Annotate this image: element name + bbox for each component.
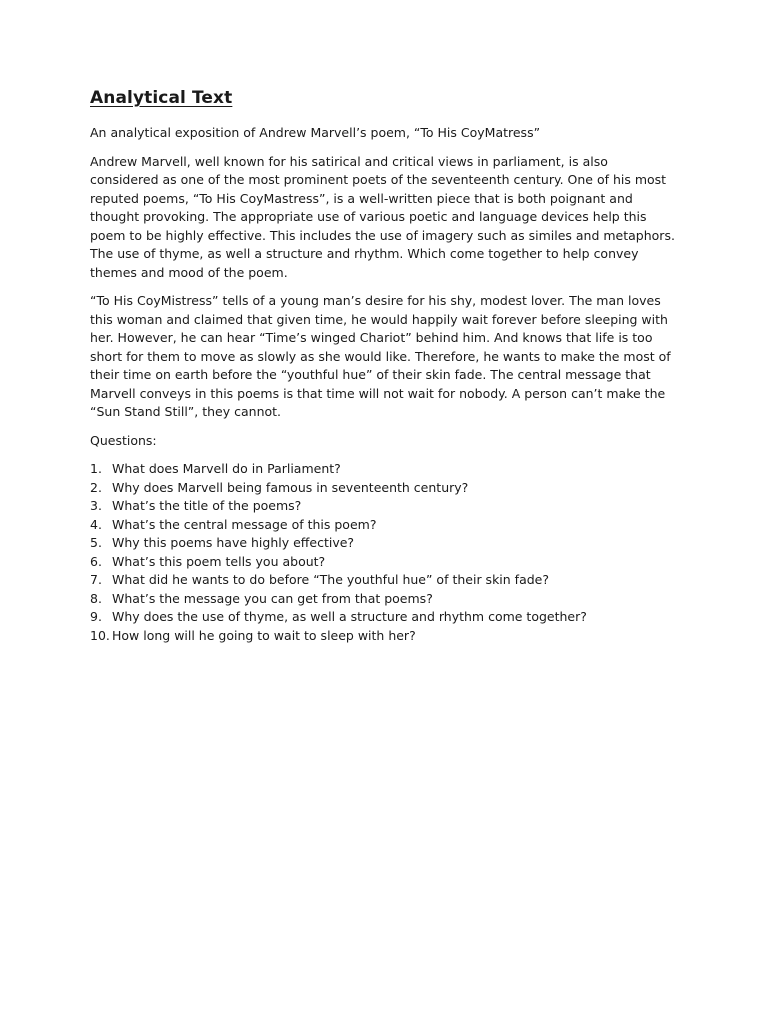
paragraph-intro: Andrew Marvell, well known for his satirical and critical views in parliament, is also considered as one of the most prominent poets of the seventeenth century. One of his most reputed poems, “To His CoyMastress”, is a well-written piece that is both poignant and thought provoking. The appropriate use of various poetic and language devices help this poem to be highly effective. This includes the use of imagery such as similes and metaphors. The use of thyme, as well a structure and rhythm. Which come together to help convey themes and mood of the poem.	[90, 153, 675, 280]
question-text: What does Marvell do in Parliament?	[112, 461, 341, 476]
question-number: 4.	[90, 516, 102, 532]
question-text: What’s the central message of this poem?	[112, 516, 377, 532]
question-number: 8.	[90, 590, 102, 606]
question-item	[90, 590, 680, 609]
question-item	[90, 460, 680, 479]
questions-heading: Questions:	[90, 432, 157, 448]
question-number: 5.	[90, 535, 102, 550]
question-item	[90, 553, 680, 572]
document-page	[90, 88, 680, 645]
paragraph-summary: “To His CoyMistress” tells of a young man’s desire for his shy, modest lover. The man loves this woman and claimed that given time, he would happily wait forever before sleeping with her. However, he can hear “Time’s winged Chariot” behind him. And knows that life is too short for them to move as slowly as she would like. Therefore, he wants to make the most of their time on earth before the “youthful hue” of their skin fade. The central message that Marvell conveys in this poems is that time will not wait for nobody. A person can’t make the “Sun Stand Still”, they cannot.	[90, 293, 671, 419]
document-title: Analytical Text	[90, 88, 233, 108]
question-item	[90, 608, 680, 627]
question-item	[90, 627, 680, 646]
question-text: What’s the title of the poems?	[112, 498, 302, 513]
question-text: Why does the use of thyme, as well a structure and rhythm come together?	[112, 609, 587, 624]
question-text: What’s this poem tells you about?	[112, 553, 326, 569]
question-number: 7.	[90, 572, 102, 587]
question-text: What’s the message you can get from that poems?	[112, 590, 433, 606]
question-text: What did he wants to do before “The youthful hue” of their skin fade?	[112, 572, 549, 587]
question-text: How long will he going to wait to sleep with her?	[112, 627, 416, 643]
question-text: Why this poems have highly effective?	[112, 535, 355, 550]
question-number: 1.	[90, 461, 102, 476]
question-item	[90, 497, 680, 516]
question-number: 10.	[90, 627, 110, 643]
question-number: 2.	[90, 479, 102, 495]
question-item	[90, 516, 680, 535]
question-number: 9.	[90, 609, 102, 624]
question-text: Why does Marvell being famous in seventeenth century?	[112, 479, 469, 495]
question-number: 3.	[90, 498, 102, 513]
question-item	[90, 479, 680, 498]
question-number: 6.	[90, 553, 102, 569]
document-subtitle: An analytical exposition of Andrew Marvell’s poem, “To His CoyMatress”	[90, 125, 541, 140]
questions-list	[90, 460, 680, 645]
question-item	[90, 534, 680, 553]
question-item	[90, 571, 680, 590]
